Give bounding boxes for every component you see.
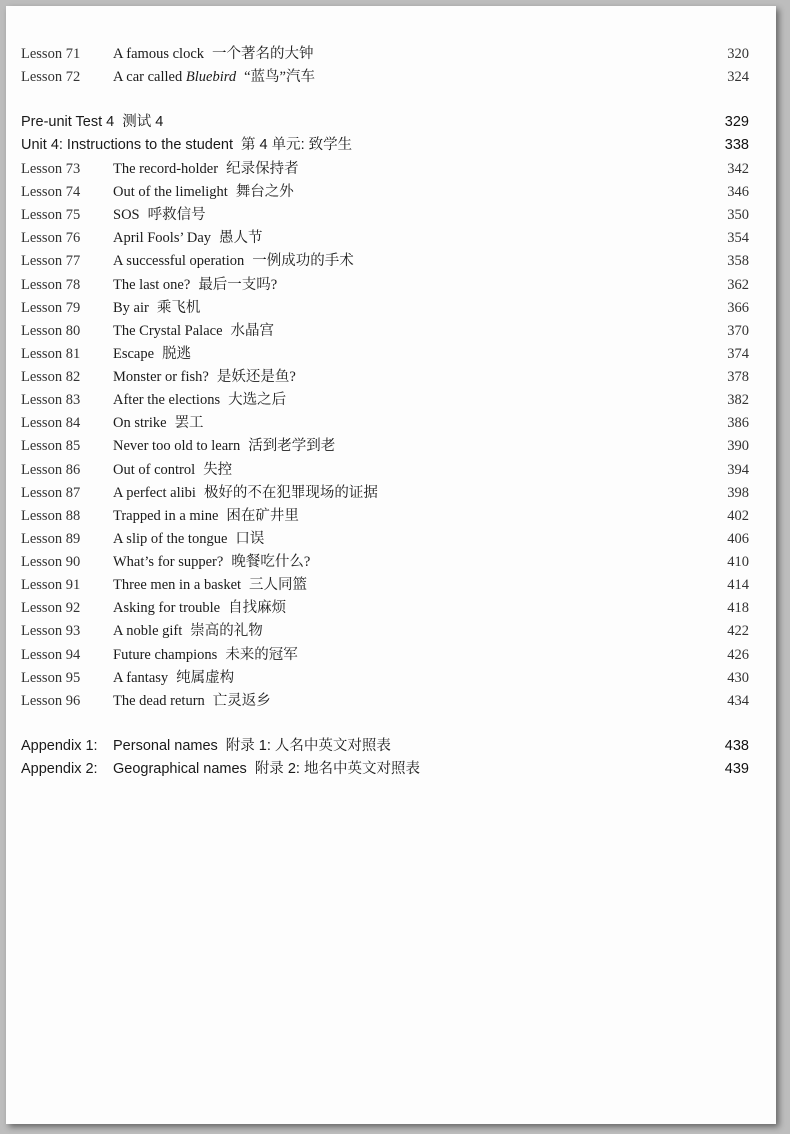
lesson-number: Lesson 78	[21, 277, 81, 293]
section-label: Unit 4: Instructions to the student	[21, 137, 233, 153]
lesson-title-en: A car called	[113, 69, 186, 85]
lesson-title-en: Asking for trouble	[113, 600, 221, 616]
lesson-title-en: April Fools’ Day	[113, 230, 212, 246]
page-number: 378	[727, 369, 749, 385]
lesson-title-italic: Bluebird	[185, 69, 237, 85]
lesson-title	[113, 597, 286, 619]
page-number: 362	[727, 277, 749, 293]
lesson-number: Lesson 77	[21, 253, 81, 269]
lesson-title	[113, 250, 354, 272]
section-label-zh: 第 4 单元: 致学生	[240, 137, 353, 153]
lesson-title	[113, 43, 314, 65]
toc-row[interactable]	[6, 250, 776, 272]
lesson-title-zh: 困在矿井里	[226, 508, 299, 524]
page-number: 439	[724, 761, 749, 777]
lesson-title	[113, 528, 264, 550]
toc-row-unit-4[interactable]	[6, 134, 776, 156]
lesson-title	[113, 551, 310, 573]
lesson-number: Lesson 86	[21, 462, 81, 478]
lesson-number: Lesson 95	[21, 670, 81, 686]
toc-row[interactable]	[6, 528, 776, 550]
page-number: 324	[727, 69, 749, 85]
toc-row[interactable]	[6, 574, 776, 596]
lesson-title	[113, 412, 204, 434]
toc-row[interactable]	[6, 204, 776, 226]
section-label-zh: 测试 4	[122, 114, 164, 130]
toc-row[interactable]	[6, 505, 776, 527]
page-number: 410	[727, 554, 749, 570]
page-number: 374	[727, 346, 749, 362]
lesson-title-zh: 活到老学到老	[248, 438, 336, 454]
toc-row[interactable]	[6, 597, 776, 619]
lesson-title-en: A noble gift	[113, 623, 183, 639]
lesson-title	[113, 181, 294, 203]
toc-row[interactable]	[6, 690, 776, 712]
appendix-title-zh: 附录 1: 人名中英文对照表	[225, 738, 391, 754]
lesson-title-en: A perfect alibi	[113, 485, 196, 501]
lesson-title-en: Three men in a basket	[113, 577, 242, 593]
lesson-title	[113, 505, 299, 527]
lesson-title-zh: 舞台之外	[235, 184, 294, 200]
toc-row-pre-unit-test[interactable]	[6, 111, 776, 133]
lesson-title-zh: 最后一支吗?	[198, 277, 278, 293]
appendix-label: Appendix 1:	[21, 738, 98, 754]
lesson-number: Lesson 71	[21, 46, 81, 62]
toc-row[interactable]	[6, 551, 776, 573]
toc-row[interactable]	[6, 667, 776, 689]
lesson-number: Lesson 83	[21, 392, 81, 408]
page-number: 390	[727, 438, 749, 454]
section-heading	[21, 111, 163, 133]
lesson-number: Lesson 87	[21, 485, 81, 501]
appendix-title	[113, 758, 420, 780]
toc-row[interactable]	[6, 459, 776, 481]
lesson-title-zh: 愚人节	[219, 230, 263, 246]
lesson-number: Lesson 94	[21, 647, 81, 663]
lesson-title-zh: 纪录保持者	[226, 161, 299, 177]
lesson-title-zh: 呼救信号	[147, 207, 206, 223]
lesson-title-zh: 一个著名的大钟	[212, 46, 314, 62]
lesson-number: Lesson 76	[21, 230, 81, 246]
lesson-title-zh: 大选之后	[228, 392, 287, 408]
lesson-title	[113, 435, 335, 457]
lesson-title-en: The dead return	[113, 693, 205, 709]
toc-row[interactable]	[6, 320, 776, 342]
toc-row[interactable]	[6, 158, 776, 180]
lesson-number: Lesson 91	[21, 577, 81, 593]
lesson-number: Lesson 72	[21, 69, 81, 85]
page-number: 398	[727, 485, 749, 501]
page-number: 394	[727, 462, 749, 478]
lesson-title-zh: 失控	[203, 462, 233, 478]
page-number: 426	[727, 647, 749, 663]
page-number: 418	[727, 600, 749, 616]
lesson-title-en: SOS	[113, 207, 140, 223]
lesson-title	[113, 297, 200, 319]
page-number: 329	[724, 114, 749, 130]
lesson-title-zh: 崇高的礼物	[190, 623, 263, 639]
lesson-number: Lesson 74	[21, 184, 81, 200]
lesson-title-zh: 水晶宫	[230, 323, 275, 339]
lesson-title-en: What’s for supper?	[113, 554, 224, 570]
lesson-title-en: After the elections	[113, 392, 221, 408]
lesson-title	[113, 620, 263, 642]
lesson-title	[113, 690, 271, 712]
lesson-title-zh: 乘飞机	[156, 300, 201, 316]
lesson-title-en: On strike	[113, 415, 167, 431]
lesson-title-zh: 是妖还是鱼?	[216, 369, 296, 385]
page-number: 434	[727, 693, 749, 709]
lesson-title-en: Escape	[113, 346, 155, 362]
toc-row[interactable]	[6, 620, 776, 642]
book-page	[6, 6, 776, 1124]
page-number: 370	[727, 323, 749, 339]
lesson-title-en: Future champions	[113, 647, 218, 663]
lesson-title	[113, 389, 286, 411]
lesson-title-zh: 未来的冠军	[225, 647, 298, 663]
lesson-number: Lesson 96	[21, 693, 81, 709]
page-number: 350	[727, 207, 749, 223]
lesson-title-en: A slip of the tongue	[113, 531, 228, 547]
lesson-title	[113, 343, 191, 365]
lesson-number: Lesson 75	[21, 207, 81, 223]
lesson-title-zh: 脱逃	[162, 346, 192, 362]
lesson-title-zh: 口误	[235, 531, 265, 547]
page-number: 320	[727, 46, 749, 62]
toc-row-lesson-71[interactable]	[6, 43, 776, 65]
lesson-title-en: The last one?	[113, 277, 191, 293]
toc-row[interactable]	[6, 644, 776, 666]
lesson-title-zh: 亡灵返乡	[212, 693, 271, 709]
toc-row[interactable]	[6, 482, 776, 504]
lesson-number: Lesson 84	[21, 415, 81, 431]
section-label: Pre-unit Test 4	[21, 114, 115, 130]
toc-row[interactable]	[6, 389, 776, 411]
lesson-number: Lesson 79	[21, 300, 81, 316]
page-number: 382	[727, 392, 749, 408]
lesson-title	[113, 644, 298, 666]
lesson-title-en: The Crystal Palace	[113, 323, 223, 339]
lesson-title-zh: 罢工	[174, 415, 204, 431]
lesson-title-en: The record-holder	[113, 161, 219, 177]
page-number: 386	[727, 415, 749, 431]
lesson-title-en: Out of the limelight	[113, 184, 228, 200]
lesson-number: Lesson 80	[21, 323, 81, 339]
toc-row-appendix-2[interactable]	[6, 758, 776, 780]
lesson-title-en: A successful operation	[113, 253, 245, 269]
lesson-number: Lesson 85	[21, 438, 81, 454]
lesson-title-en: A fantasy	[113, 670, 169, 686]
appendix-title-en: Geographical names	[113, 761, 247, 777]
lesson-title	[113, 459, 232, 481]
toc-row-lesson-72[interactable]	[6, 66, 776, 88]
lesson-title	[113, 482, 378, 504]
lesson-title-zh: 一例成功的手术	[252, 253, 354, 269]
page-number: 406	[727, 531, 749, 547]
toc-row-appendix-1[interactable]	[6, 735, 776, 757]
appendix-label: Appendix 2:	[21, 761, 98, 777]
page-number: 414	[727, 577, 749, 593]
lesson-number: Lesson 93	[21, 623, 81, 639]
lesson-title-zh: 自找麻烦	[228, 600, 287, 616]
lesson-number: Lesson 92	[21, 600, 81, 616]
lesson-title	[113, 66, 315, 88]
lesson-title-zh: 纯属虚构	[176, 670, 235, 686]
lesson-number: Lesson 81	[21, 346, 81, 362]
toc-row[interactable]	[6, 297, 776, 319]
appendix-title-en: Personal names	[113, 738, 218, 754]
toc-row[interactable]	[6, 343, 776, 365]
lesson-title	[113, 667, 234, 689]
lesson-number: Lesson 73	[21, 161, 81, 177]
lesson-title	[113, 158, 299, 180]
lesson-title-en: Trapped in a mine	[113, 508, 219, 524]
lesson-title-en: A famous clock	[113, 46, 205, 62]
toc-row[interactable]	[6, 366, 776, 388]
page-number: 342	[727, 161, 749, 177]
lesson-title	[113, 274, 277, 296]
lesson-title-en: Out of control	[113, 462, 196, 478]
lesson-title-zh: 三人同篮	[249, 577, 308, 593]
lesson-title-zh: 极好的不在犯罪现场的证据	[203, 485, 378, 501]
lesson-title-zh: “蓝鸟”汽车	[244, 69, 315, 85]
lesson-number: Lesson 90	[21, 554, 81, 570]
page-number: 338	[724, 137, 749, 153]
lesson-title	[113, 574, 307, 596]
page-number: 430	[727, 670, 749, 686]
lesson-title-en: Never too old to learn	[113, 438, 241, 454]
appendix-title	[113, 735, 391, 757]
lesson-title	[113, 227, 263, 249]
page-number: 402	[727, 508, 749, 524]
lesson-title-zh: 晚餐吃什么?	[231, 554, 311, 570]
appendix-title-zh: 附录 2: 地名中英文对照表	[254, 761, 420, 777]
lesson-number: Lesson 88	[21, 508, 81, 524]
lesson-title-en: By air	[113, 300, 149, 316]
lesson-title-en: Monster or fish?	[113, 369, 209, 385]
lesson-title	[113, 366, 296, 388]
toc-row[interactable]	[6, 181, 776, 203]
toc-row[interactable]	[6, 435, 776, 457]
page-number: 438	[724, 738, 749, 754]
lesson-title	[113, 204, 206, 226]
lesson-number: Lesson 89	[21, 531, 81, 547]
toc-row[interactable]	[6, 274, 776, 296]
page-number: 358	[727, 253, 749, 269]
lesson-number: Lesson 82	[21, 369, 81, 385]
toc-row[interactable]	[6, 227, 776, 249]
page-number: 422	[727, 623, 749, 639]
page-number: 354	[727, 230, 749, 246]
page-number: 366	[727, 300, 749, 316]
toc-row[interactable]	[6, 412, 776, 434]
lesson-title	[113, 320, 274, 342]
section-heading	[21, 134, 352, 156]
page-number: 346	[727, 184, 749, 200]
